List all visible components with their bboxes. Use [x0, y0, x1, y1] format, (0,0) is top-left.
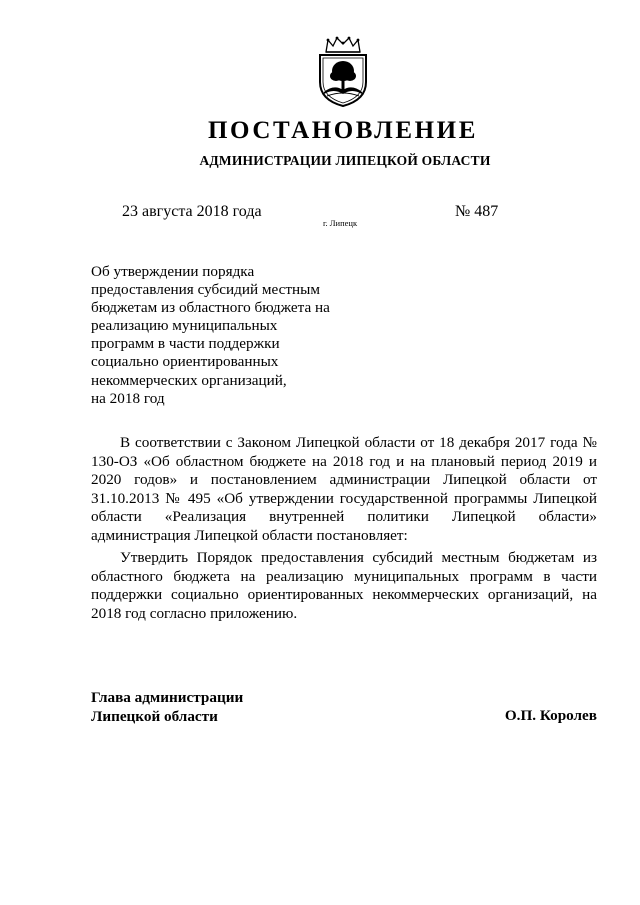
document-place: г. Липецк [323, 218, 358, 228]
body-paragraph-preamble: В соответствии с Законом Липецкой области от 18 декабря 2017 года № 130-ОЗ «Об областном бюджете на 2018 год и на плановый период 2019 и 2020 годов» и постановлением администрации Липецкой области от 31.10.2013 № 495 «Об утверждении государственной программы Липецкой области «Реализация внутренней политики Липецкой области» администрация Липецкой области постановляет: [91, 434, 597, 544]
subject-line: некоммерческих организаций, [91, 371, 287, 389]
subject-line: предоставления субсидий местным [91, 281, 320, 299]
document-date: 23 августа 2018 года [122, 203, 262, 220]
subject-line: реализацию муниципальных [91, 317, 278, 335]
subject-line: программ в части поддержки [91, 335, 280, 353]
document-subtitle: АДМИНИСТРАЦИИ ЛИПЕЦКОЙ ОБЛАСТИ [199, 153, 491, 168]
subject-line: Об утверждении порядка [91, 263, 255, 280]
signatory-name: О.П. Королев [504, 707, 597, 724]
signatory-position [91, 689, 243, 726]
body-paragraph-resolution: Утвердить Порядок предоставления субсидий местным бюджетам из областного бюджета на реализацию муниципальных программ в части поддержки социально ориентированных некоммерческих организаций, на 2018 год согласно приложению. [91, 549, 597, 622]
signatory-position-line: Липецкой области [91, 707, 218, 725]
subject-line: на 2018 год [91, 389, 165, 407]
document-title: ПОСТАНОВЛЕНИЕ [207, 117, 479, 144]
lipetsk-coat-of-arms-icon [312, 36, 374, 108]
subject-line: социально ориентированных [91, 353, 279, 371]
signatory-position-line: Глава администрации [91, 689, 244, 706]
document-number: № 487 [455, 203, 499, 220]
document-subject [91, 263, 351, 408]
subject-line: бюджетам из областного бюджета на [91, 299, 330, 317]
